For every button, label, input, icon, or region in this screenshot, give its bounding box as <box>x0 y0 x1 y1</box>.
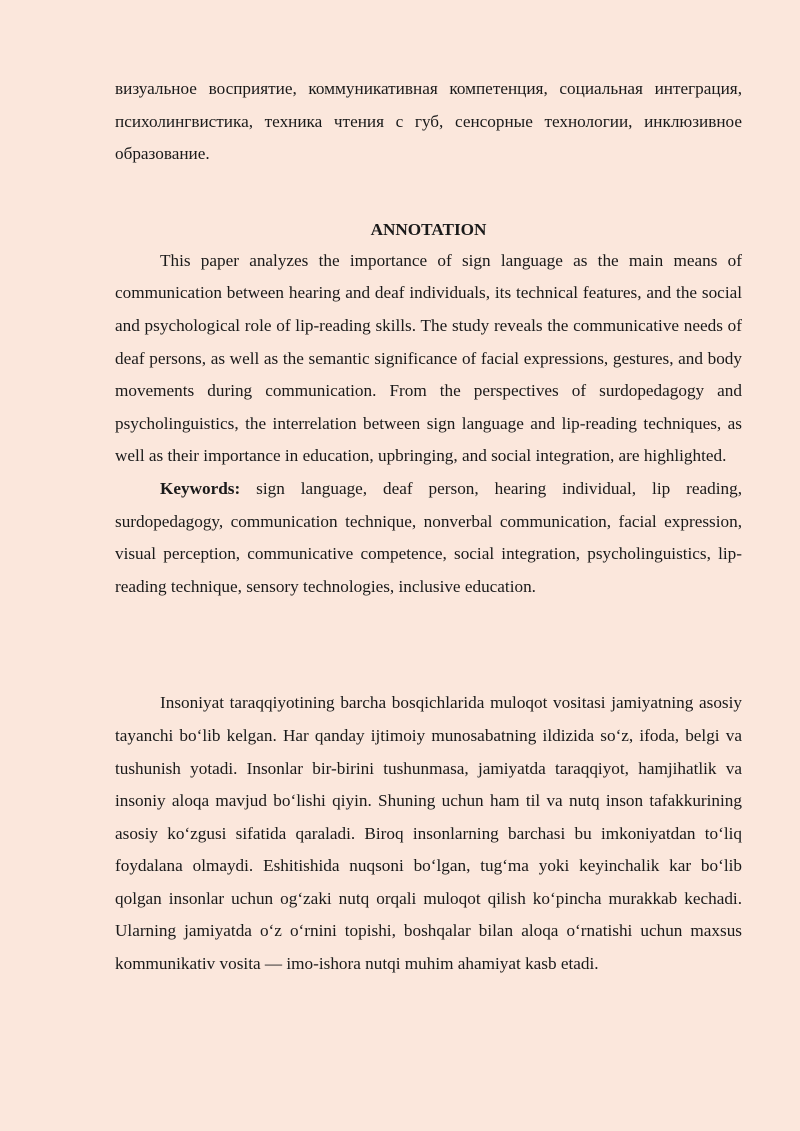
main-paragraph: Insoniyat taraqqiyotining barcha bosqichlarida muloqot vositasi jamiyatning asosiy tayanchi bo‘lib kelgan. Har qanday ijtimoiy munosabatning ildizida so‘z, ifoda, belgi va tushunish yotadi. Insonlar bir-birini tushunmasa, jamiyatda taraqqiyot, hamjihatlik va insoniy aloqa mavjud bo‘lishi qiyin. Shuning uchun ham til va nutq inson tafakkurining asosiy ko‘zgusi sifatida qaraladi. Biroq insonlarning barchasi bu imkoniyatdan to‘liq foydalana olmaydi. Eshitishida nuqsoni bo‘lgan, tug‘ma yoki keyinchalik kar bo‘lib qolgan insonlar uchun og‘zaki nutq orqali muloqot qilish ko‘pincha murakkab kechadi. Ularning jamiyatda o‘z o‘rnini topishi, boshqalar bilan aloqa o‘rnatishi uchun maxsus kommunikativ vosita — imo-ishora nutqi muhim ahamiyat kasb etadi. <box>115 693 742 974</box>
annotation-heading: ANNOTATION <box>370 219 487 239</box>
annotation-keywords <box>115 473 742 603</box>
section-gap <box>115 603 742 687</box>
keywords-text: sign language, deaf person, hearing individual, lip reading, surdopedagogy, communication technique, nonverbal communication, facial expression, visual perception, communicative competence, social integration, psycholinguistics, lip-reading technique, sensory technologies, inclusive education. <box>115 478 742 596</box>
keywords-label: Keywords: <box>160 478 241 498</box>
annotation-body: This paper analyzes the importance of sign language as the main means of communication between hearing and deaf individuals, its technical features, and the social and psychological role of lip-reading skills. The study reveals the communicative needs of deaf persons, as well as the semantic significance of facial expressions, gestures, and body movements during communication. From the perspectives of surdopedagogy and psycholinguistics, the interrelation between sign language and lip-reading techniques, as well as their importance in education, upbringing, and social integration, are highlighted. <box>115 250 742 466</box>
russian-keywords-continuation: визуальное восприятие, коммуникативная компетенция, социальная интеграция, психолингвистика, техника чтения с губ, сенсорные технологии, инклюзивное образование. <box>115 79 742 164</box>
